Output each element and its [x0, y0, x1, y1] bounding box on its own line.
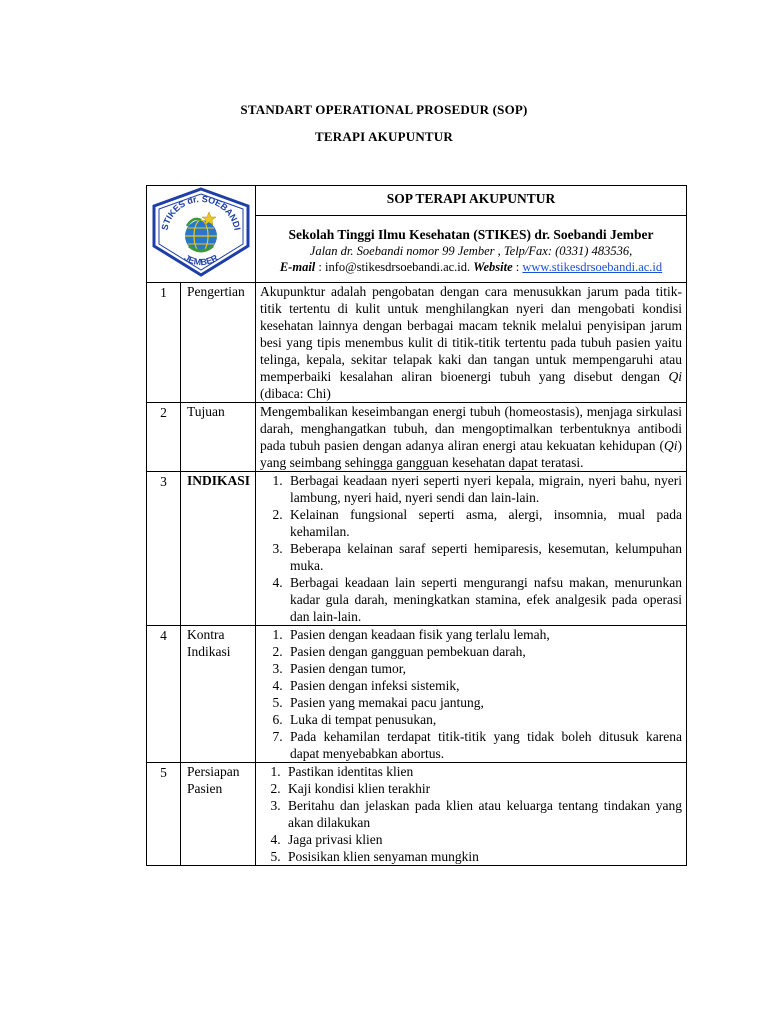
list-item: 1. Pasien dengan keadaan fisik yang terlalu lemah, — [286, 626, 682, 643]
institution-name: Sekolah Tinggi Ilmu Kesehatan (STIKES) dr. Soebandi Jember — [288, 227, 654, 242]
sop-row-persiapan-pasien — [147, 763, 687, 866]
list-item: 2. Kaji kondisi klien terakhir — [284, 780, 682, 797]
list-item: 1. Pastikan identitas klien — [284, 763, 682, 780]
sop-row-tujuan — [147, 403, 687, 472]
email-value: : info@stikesdrsoebandi.ac.id. — [315, 260, 474, 274]
sop-row-pengertian — [147, 283, 687, 403]
row-content — [256, 626, 687, 763]
list-item: 2. Kelainan fungsional seperti asma, alergi, insomnia, mual pada kehamilan. — [286, 506, 682, 540]
row-number: 2 — [147, 403, 181, 472]
sop-row-kontra-indikasi — [147, 626, 687, 763]
list-item: 3. Beberapa kelainan saraf seperti hemiparesis, kesemutan, kelumpuhan muka. — [286, 540, 682, 574]
list-item: 4. Berbagai keadaan lain seperti mengurangi nafsu makan, menurunkan kadar gula darah, meningkatkan stamina, efek analgesik pada operasi dan lain-lain. — [286, 574, 682, 625]
row-content — [256, 472, 687, 626]
sop-table — [146, 185, 687, 866]
row-label: Tujuan — [181, 403, 256, 472]
list-item: 1. Berbagai keadaan nyeri seperti nyeri kepala, migrain, nyeri bahu, nyeri lambung, nyeri haid, nyeri sendi dan lain-lain. — [286, 472, 682, 506]
list-item: 3. Beritahu dan jelaskan pada klien atau keluarga tentang tindakan yang akan dilakukan — [284, 797, 682, 831]
row-number: 5 — [147, 763, 181, 866]
list-item: 4. Pasien dengan infeksi sistemik, — [286, 677, 682, 694]
website-label: Website — [473, 260, 513, 274]
document-title: STANDART OPERATIONAL PROSEDUR (SOP) — [240, 102, 528, 117]
row-content: Mengembalikan keseimbangan energi tubuh (homeostasis), menjaga sirkulasi darah, menghangatkan tubuh, dan mengoptimalkan terbentuknya antibodi pada tubuh pasien dengan adanya aliran energi atau kekuatan kehidupan (Qi) yang seimbang sehingga gangguan kesehatan dapat teratasi. — [256, 403, 687, 472]
row-content — [256, 763, 687, 866]
email-label: E-mail — [279, 260, 316, 274]
stikes-logo-icon — [149, 186, 253, 278]
row-number: 1 — [147, 283, 181, 403]
row-label: INDIKASI — [181, 472, 256, 626]
institution-contact: E-mail : info@stikesdrsoebandi.ac.id. Website : www.stikesdrsoebandi.ac.id — [279, 260, 663, 274]
sop-row-indikasi — [147, 472, 687, 626]
row-content: Akupunktur adalah pengobatan dengan cara menusukkan jarum pada titik-titik tertentu di kulit untuk menghilangkan nyeri dan mengobati kondisi kesehatan lainnya dengan berbagai macam teknik melalui penyisipan jarum besi yang tipis menembus kulit di titik-titik tertentu pada tubuh pasien yaitu telinga, kepala, sekitar telapak kaki dan tangan untuk mempengaruhi atau memperbaiki kesalahan aliran bioenergi tubuh yang disebut dengan Qi (dibaca: Chi) — [256, 283, 687, 403]
row-number: 4 — [147, 626, 181, 763]
website-link[interactable]: www.stikesdrsoebandi.ac.id — [522, 260, 663, 274]
list-item: 7. Pada kehamilan terdapat titik-titik yang tidak boleh ditusuk karena dapat menyebabkan abortus. — [286, 728, 682, 762]
institution-address: Jalan dr. Soebandi nomor 99 Jember , Telp/Fax: (0331) 483536, — [309, 244, 633, 258]
list-item: 4. Jaga privasi klien — [284, 831, 682, 848]
list-item: 3. Pasien dengan tumor, — [286, 660, 682, 677]
list-item: 5. Pasien yang memakai pacu jantung, — [286, 694, 682, 711]
row-label: Kontra Indikasi — [181, 626, 256, 763]
row-label: Pengertian — [181, 283, 256, 403]
list-item: 6. Luka di tempat penusukan, — [286, 711, 682, 728]
list-item: 2. Pasien dengan gangguan pembekuan darah, — [286, 643, 682, 660]
logo-text-top: STIKES dr. SOEBANDI — [159, 193, 243, 232]
document-subtitle: TERAPI AKUPUNTUR — [315, 129, 453, 144]
row-number: 3 — [147, 472, 181, 626]
sop-title: SOP TERAPI AKUPUNTUR — [386, 191, 556, 206]
row-label: Persiapan Pasien — [181, 763, 256, 866]
list-item: 5. Posisikan klien senyaman mungkin — [284, 848, 682, 865]
logo-text-bottom: JEMBER — [182, 252, 220, 268]
header-divider — [256, 215, 686, 216]
logo-cell — [147, 186, 256, 283]
header-info-cell — [256, 186, 687, 283]
sop-header-row — [147, 186, 687, 283]
